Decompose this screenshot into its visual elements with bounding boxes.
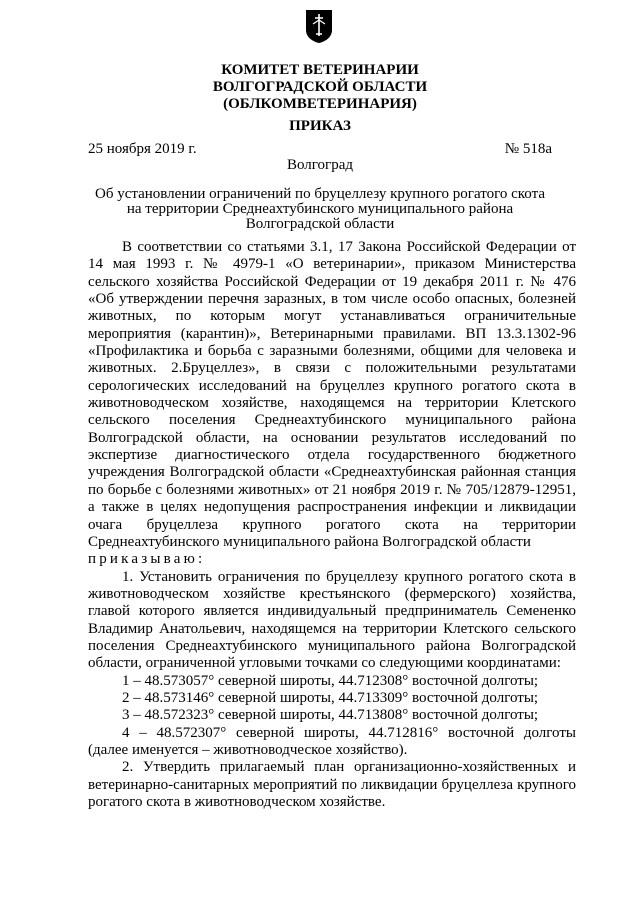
item-2-paragraph: 2. Утвердить прилагаемый план организационно-хозяйственных и ветеринарно-санитарных мероприятий по ликвидации бруцеллеза крупного рогатого скота в животноводческом хозяйстве. [88, 759, 576, 810]
subject-line-3: Волгоградской области [245, 216, 395, 232]
subject-line-2: на территории Среднеахтубинского муниципального района [126, 201, 514, 217]
org-line-2: ВОЛГОГРАДСКОЙ ОБЛАСТИ [212, 79, 428, 95]
org-line-3: (ОБЛКОМВЕТЕРИНАРИЯ) [223, 96, 417, 112]
preamble-paragraph: В соответствии со статьями 3.1, 17 Закона Российской Федерации от 14 мая 1993 г. № 4979-1 «О ветеринарии», приказом Министерства сельского хозяйства Российской Федерации от 19 декабря 2011 г. № 476 «Об утверждении перечня заразных, в том числе особо опасных, болезней животных, по которым могут устанавливаться ограничительные мероприятия (карантин)», Ветеринарными правилами. ВП 13.3.1302-96 «Профилактика и борьба с заразными болезнями, общими для человека и животных. 2.Бруцеллез», в связи с положительными результатами серологических исследований на бруцеллез крупного рогатого скота в животноводческом хозяйстве, находящемся на территории Клетского сельского поселения Среднеахтубинского муниципального района Волгоградской области, на основании результатов исследований по экспертизе диагностического отдела государственного бюджетного учреждения Волгоградской области «Среднеахтубинская районная станция по борьбе с болезнями животных» от 21 ноября 2019 г. № 705/12879-12951, а также в целях недопущения распространения инфекции и ликвидации очага бруцеллеза крупного рогатого скота на территории Среднеахтубинского муниципального района Волгоградской области [88, 239, 576, 550]
document-date: 25 ноября 2019 г. [88, 141, 197, 157]
coordinate-point-2: 2 – 48.573146° северной широты, 44.713309° восточной долготы; [122, 689, 539, 706]
subject-line-1: Об установлении ограничений по бруцеллезу крупного рогатого скота [95, 186, 545, 202]
item-1-paragraph: 1. Установить ограничения по бруцеллезу крупного рогатого скота в животноводческом хозяйстве крестьянского (фермерского) хозяйства, главой которого является индивидуальный предприниматель Семененко Владимир Анатольевич, находящемся на территории Клетского сельского поселения Среднеахтубинского муниципального района Волгоградской области, ограниченной угловыми точками со следующими координатами: [88, 568, 576, 672]
coordinate-point-3: 3 – 48.572323° северной широты, 44.713808° восточной долготы; [122, 707, 539, 724]
document-number: № 518а [504, 141, 552, 157]
document-type: ПРИКАЗ [289, 118, 351, 134]
coordinate-point-1: 1 – 48.573057° северной широты, 44.712308° восточной долготы; [122, 672, 539, 689]
document-body [88, 239, 576, 811]
organization-name [0, 62, 640, 113]
order-verb: приказываю: [88, 551, 206, 568]
org-line-1: КОМИТЕТ ВЕТЕРИНАРИИ [221, 62, 419, 78]
document-subject [80, 187, 560, 232]
coat-of-arms-icon [304, 8, 334, 44]
coordinate-point-4: 4 – 48.572307° северной широты, 44.712816° восточной долготы (далее именуется – животноводческое хозяйство). [88, 724, 576, 758]
document-city: Волгоград [286, 157, 353, 173]
